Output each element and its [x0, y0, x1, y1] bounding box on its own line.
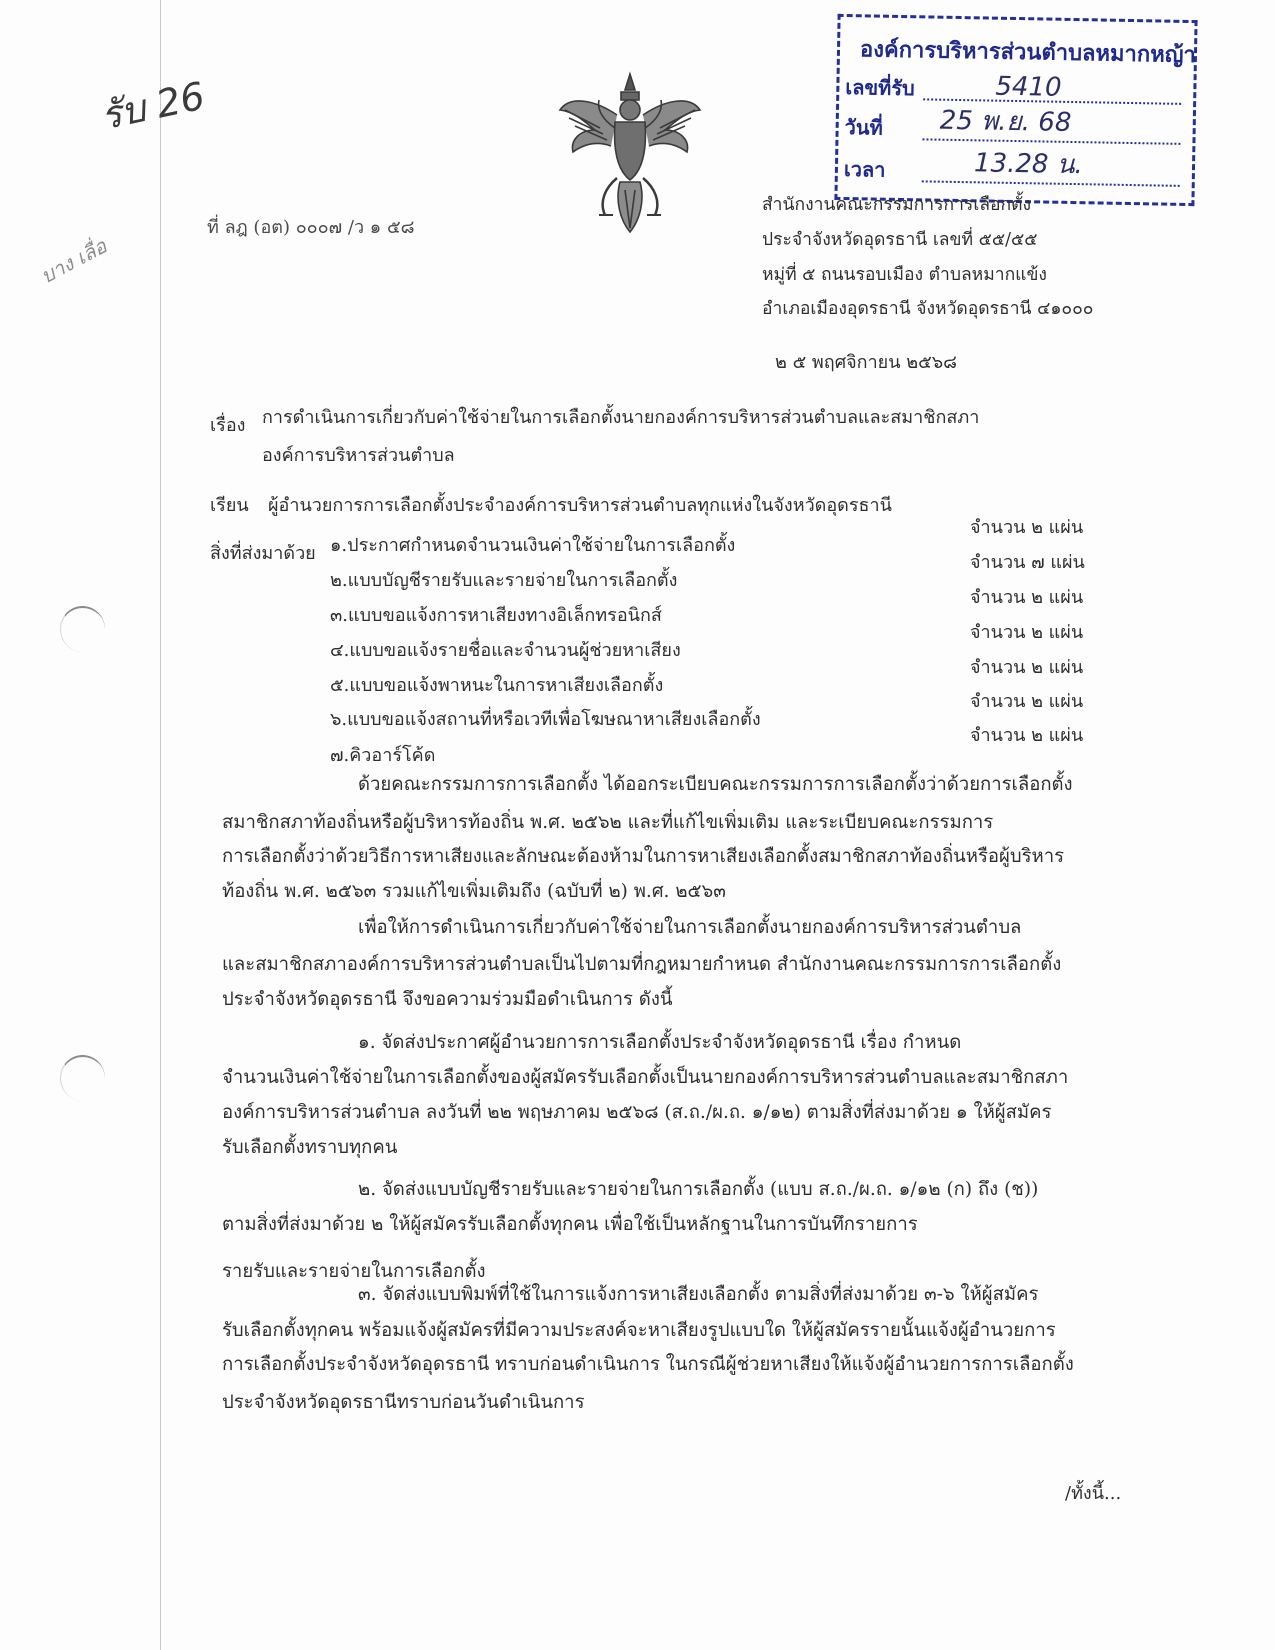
- handwritten-note-top-left: รับ 26: [96, 73, 209, 139]
- body-paragraph-1-line: ท้องถิ่น พ.ศ. ๒๕๖๓ รวมแก้ไขเพิ่มเติมถึง (ฉบับที่ ๒) พ.ศ. ๒๕๖๓: [222, 881, 726, 902]
- office-address-line-3: หมู่ที่ ๕ ถนนรอบเมือง ตำบลหมากแข้ง: [762, 265, 1047, 285]
- receipt-stamp: [834, 14, 1197, 206]
- body-paragraph-4-line: ๒. จัดส่งแบบบัญชีรายรับและรายจ่ายในการเลือกตั้ง (แบบ ส.ถ./ผ.ถ. ๑/๑๒ (ก) ถึง (ช)): [358, 1179, 1039, 1200]
- enclosure-item: ๖.แบบขอแจ้งสถานที่หรือเวทีเพื่อโฆษณาหาเสียงเลือกตั้ง: [330, 709, 761, 730]
- stamp-org-name: องค์การบริหารส่วนตำบลหมากหญ้า: [859, 37, 1197, 69]
- subject-line-1: การดำเนินการเกี่ยวกับค่าใช้จ่ายในการเลือกตั้งนายกองค์การบริหารส่วนตำบลและสมาชิกสภา: [262, 407, 980, 428]
- punch-hole-upper: [60, 606, 105, 652]
- punch-hole-lower: [60, 1055, 105, 1101]
- body-paragraph-2-line: เพื่อให้การดำเนินการเกี่ยวกับค่าใช้จ่ายในการเลือกตั้งนายกองค์การบริหารส่วนตำบล: [358, 917, 1022, 938]
- enclosure-item: ๔.แบบขอแจ้งรายชื่อและจำนวนผู้ช่วยหาเสียง: [330, 640, 681, 661]
- body-paragraph-4-line: รายรับและรายจ่ายในการเลือกตั้ง: [222, 1261, 486, 1282]
- body-paragraph-3-line: องค์การบริหารส่วนตำบล ลงวันที่ ๒๒ พฤษภาคม ๒๕๖๘ (ส.ถ./ผ.ถ. ๑/๑๒) ตามสิ่งที่ส่งมาด้วย ๑ ให้ผู้สมัคร: [222, 1102, 1052, 1123]
- body-paragraph-1-line: การเลือกตั้งว่าด้วยวิธีการหาเสียงและลักษณะต้องห้ามในการหาเสียงเลือกตั้งสมาชิกสภาท้องถิ่นหรือผู้บริหาร: [222, 846, 1065, 867]
- body-paragraph-2-line: และสมาชิกสภาองค์การบริหารส่วนตำบลเป็นไปตามที่กฎหมายกำหนด สำนักงานคณะกรรมการการเลือกตั้ง: [222, 954, 1062, 975]
- enclosure-count: จำนวน ๒ แผ่น: [970, 725, 1084, 746]
- body-paragraph-5-line: ๓. จัดส่งแบบพิมพ์ที่ใช้ในการแจ้งการหาเสียงเลือกตั้ง ตามสิ่งที่ส่งมาด้วย ๓-๖ ให้ผู้สมัคร: [358, 1284, 1039, 1305]
- stamp-time-row: [843, 148, 1185, 193]
- body-paragraph-3-line: จำนวนเงินค่าใช้จ่ายในการเลือกตั้งของผู้สมัครรับเลือกตั้งเป็นนายกองค์การบริหารส่วนตำบลและสมาชิกสภา: [222, 1067, 1069, 1088]
- stamp-date-label: วันที่: [844, 115, 883, 140]
- subject-label: เรื่อง: [210, 415, 246, 436]
- office-address-line-4: อำเภอเมืองอุดรธานี จังหวัดอุดรธานี ๔๑๐๐๐: [762, 299, 1094, 319]
- left-margin-line: [160, 0, 161, 1650]
- body-paragraph-1-line: ด้วยคณะกรรมการการเลือกตั้ง ได้ออกระเบียบคณะกรรมการการเลือกตั้งว่าด้วยการเลือกตั้ง: [358, 774, 1073, 795]
- enclosure-item: ๕.แบบขอแจ้งพาหนะในการหาเสียงเลือกตั้ง: [330, 675, 664, 696]
- document-number: ที่ ลฎ (อต) ๐๐๐๗ /ว ๑ ๕๘: [207, 217, 415, 238]
- subject-line-2: องค์การบริหารส่วนตำบล: [262, 445, 455, 466]
- stamp-receipt-no-value: 5410: [995, 71, 1062, 103]
- body-paragraph-1-line: สมาชิกสภาท้องถิ่นหรือผู้บริหารท้องถิ่น พ.ศ. ๒๕๖๒ และที่แก้ไขเพิ่มเติม และระเบียบคณะกรรมการ: [222, 812, 994, 833]
- stamp-time-label: เวลา: [843, 157, 886, 182]
- body-paragraph-4-line: ตามสิ่งที่ส่งมาด้วย ๒ ให้ผู้สมัครรับเลือกตั้งทุกคน เพื่อใช้เป็นหลักฐานในการบันทึกรายการ: [222, 1214, 918, 1235]
- enclosure-count: จำนวน ๒ แผ่น: [970, 587, 1084, 608]
- enclosure-count: จำนวน ๗ แผ่น: [970, 552, 1085, 573]
- enclosure-count: จำนวน ๒ แผ่น: [970, 657, 1084, 678]
- handwritten-note-side: บาง เลื่อ: [36, 233, 111, 289]
- body-paragraph-5-line: ประจำจังหวัดอุดรธานีทราบก่อนวันดำเนินการ: [222, 1392, 585, 1413]
- enclosure-count: จำนวน ๒ แผ่น: [970, 622, 1084, 643]
- enclosure-item: ๒.แบบบัญชีรายรับและรายจ่ายในการเลือกตั้ง: [330, 570, 678, 591]
- recipient-text: ผู้อำนวยการการเลือกตั้งประจำองค์การบริหารส่วนตำบลทุกแห่งในจังหวัดอุดรธานี: [268, 495, 892, 516]
- body-paragraph-5-line: รับเลือกตั้งทุกคน พร้อมแจ้งผู้สมัครที่มีความประสงค์จะหาเสียงรูปแบบใด ให้ผู้สมัครรายนั้นแจ้งผู้อำนวยการ: [222, 1320, 1056, 1341]
- recipient-label: เรียน: [210, 495, 249, 516]
- stamp-date-value: 25 พ.ย. 68: [939, 105, 1072, 138]
- stamp-time-value: 13.28 น.: [973, 148, 1084, 181]
- garuda-emblem-icon: [555, 70, 705, 235]
- enclosures-label: สิ่งที่ส่งมาด้วย: [210, 543, 316, 564]
- body-paragraph-5-line: การเลือกตั้งประจำจังหวัดอุดรธานี ทราบก่อนดำเนินการ ในกรณีผู้ช่วยหาเสียงให้แจ้งผู้อำนวยการการเลือกตั้ง: [222, 1354, 1074, 1375]
- document-date: ๒ ๕ พฤศจิกายน ๒๕๖๘: [775, 352, 958, 373]
- body-paragraph-3-line: รับเลือกตั้งทราบทุกคน: [222, 1137, 398, 1158]
- body-paragraph-2-line: ประจำจังหวัดอุดรธานี จึงขอความร่วมมือดำเนินการ ดังนี้: [222, 989, 673, 1010]
- enclosure-count: จำนวน ๒ แผ่น: [970, 691, 1084, 712]
- page-continuation: /ทั้งนี้...: [1065, 1483, 1122, 1504]
- office-address-line-2: ประจำจังหวัดอุดรธานี เลขที่ ๕๕/๕๕: [762, 230, 1038, 250]
- stamp-receipt-no-label: เลขที่รับ: [845, 75, 915, 101]
- enclosure-item: ๓.แบบขอแจ้งการหาเสียงทางอิเล็กทรอนิกส์: [330, 605, 662, 626]
- body-paragraph-3-line: ๑. จัดส่งประกาศผู้อำนวยการการเลือกตั้งประจำจังหวัดอุดรธานี เรื่อง กำหนด: [358, 1032, 962, 1053]
- enclosure-item: ๑.ประกาศกำหนดจำนวนเงินค่าใช้จ่ายในการเลือกตั้ง: [330, 535, 736, 556]
- office-address-line-1: สำนักงานคณะกรรมการการเลือกตั้ง: [762, 195, 1032, 215]
- enclosure-item: ๗.คิวอาร์โค้ด: [330, 745, 436, 766]
- enclosure-count: จำนวน ๒ แผ่น: [970, 517, 1084, 538]
